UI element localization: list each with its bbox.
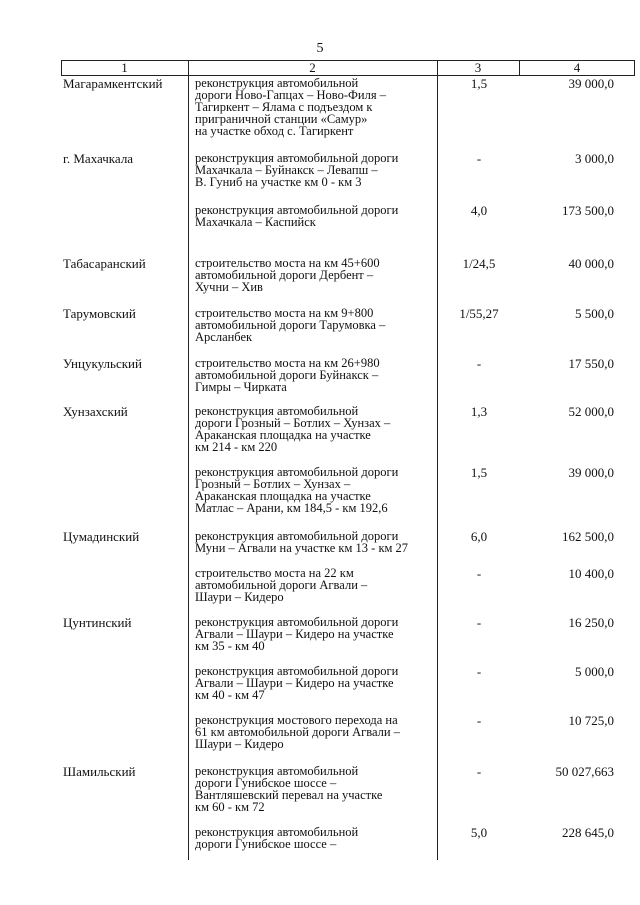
description-cell: реконструкция автомобильной дороги Махачкала – Каспийск bbox=[195, 203, 399, 229]
description-cell: реконструкция автомобильной дороги Муни – Агвали на участке км 13 - км 27 bbox=[195, 529, 409, 555]
table-header bbox=[61, 60, 635, 76]
length-cell: 1,3 bbox=[470, 404, 488, 419]
description-cell: реконструкция автомобильной дороги Агвали – Шаури – Кидеро на участке км 40 - км 47 bbox=[195, 664, 399, 702]
description-cell: строительство моста на км 45+600 автомобильной дороги Дербент – Хучни – Хив bbox=[195, 256, 380, 294]
length-cell: 4,0 bbox=[470, 203, 488, 218]
cost-cell: 228 645,0 bbox=[562, 825, 614, 840]
cost-cell: 5 000,0 bbox=[575, 664, 614, 679]
column-header-3: 3 bbox=[474, 60, 482, 75]
length-cell: - bbox=[476, 566, 482, 581]
district-cell: Цунтинский bbox=[63, 615, 132, 630]
length-cell: - bbox=[476, 664, 482, 679]
length-cell: 5,0 bbox=[470, 825, 488, 840]
district-cell: Магарамкентский bbox=[63, 76, 163, 91]
length-cell: 1/24,5 bbox=[462, 256, 496, 271]
cost-cell: 3 000,0 bbox=[575, 151, 614, 166]
column-divider bbox=[61, 60, 62, 76]
column-header-1: 1 bbox=[121, 60, 128, 75]
column-divider bbox=[437, 60, 438, 860]
description-cell: реконструкция мостового перехода на 61 км автомобильной дороги Агвали – Шаури – Кидеро bbox=[195, 713, 400, 751]
length-cell: - bbox=[476, 151, 482, 166]
district-cell: Унцукульский bbox=[63, 356, 142, 371]
column-header-4: 4 bbox=[573, 60, 581, 75]
description-cell: реконструкция автомобильной дороги Гунибское шоссе – Вантляшевский перевал на участке км 60 - км 72 bbox=[195, 764, 383, 814]
district-cell: Тарумовский bbox=[63, 306, 136, 321]
description-cell: строительство моста на 22 км автомобильной дороги Агвали – Шаури – Кидеро bbox=[195, 566, 368, 604]
cost-cell: 52 000,0 bbox=[568, 404, 614, 419]
column-header-2: 2 bbox=[309, 60, 316, 75]
district-cell: г. Махачкала bbox=[63, 151, 134, 166]
cost-cell: 50 027,663 bbox=[555, 764, 614, 779]
length-cell: 1,5 bbox=[470, 76, 488, 91]
cost-cell: 39 000,0 bbox=[568, 76, 614, 91]
description-cell: реконструкция автомобильной дороги Грозный – Ботлих – Хунзах – Араканская площадка на участке Матлас – Арани, км 184,5 - км 192,6 bbox=[195, 465, 399, 515]
cost-cell: 39 000,0 bbox=[568, 465, 614, 480]
cost-cell: 40 000,0 bbox=[568, 256, 614, 271]
description-cell: реконструкция автомобильной дороги Ново-Гапцах – Ново-Филя – Тагиркент – Ялама с подъездом к приграничной станции «Самур» на участке обход с. Тагиркент bbox=[195, 76, 386, 138]
description-cell: реконструкция автомобильной дороги Агвали – Шаури – Кидеро на участке км 35 - км 40 bbox=[195, 615, 399, 653]
description-cell: реконструкция автомобильной дороги Гунибское шоссе – bbox=[195, 825, 359, 851]
cost-cell: 10 400,0 bbox=[568, 566, 614, 581]
length-cell: 1/55,27 bbox=[459, 306, 499, 321]
description-cell: реконструкция автомобильной дороги Махачкала – Буйнакск – Левапш – В. Гуниб на участке км 0 - км 3 bbox=[195, 151, 399, 189]
district-cell: Шамильский bbox=[63, 764, 136, 779]
column-divider bbox=[519, 60, 520, 76]
length-cell: 1,5 bbox=[470, 465, 488, 480]
cost-cell: 162 500,0 bbox=[562, 529, 614, 544]
length-cell: - bbox=[476, 615, 482, 630]
length-cell: - bbox=[476, 713, 482, 728]
cost-cell: 16 250,0 bbox=[568, 615, 614, 630]
district-cell: Хунзахский bbox=[63, 404, 128, 419]
district-cell: Табасаранский bbox=[63, 256, 146, 271]
cost-cell: 173 500,0 bbox=[562, 203, 614, 218]
length-cell: - bbox=[476, 356, 482, 371]
page-number: 5 bbox=[316, 41, 324, 56]
description-cell: строительство моста на км 9+800 автомобильной дороги Тарумовка – Арсланбек bbox=[195, 306, 386, 344]
cost-cell: 17 550,0 bbox=[568, 356, 614, 371]
length-cell: 6,0 bbox=[470, 529, 488, 544]
cost-cell: 5 500,0 bbox=[575, 306, 614, 321]
column-divider bbox=[188, 60, 189, 860]
district-cell: Цумадинский bbox=[63, 529, 140, 544]
description-cell: строительство моста на км 26+980 автомобильной дороги Буйнакск – Гимры – Чирката bbox=[195, 356, 380, 394]
cost-cell: 10 725,0 bbox=[568, 713, 614, 728]
column-divider bbox=[634, 60, 635, 76]
length-cell: - bbox=[476, 764, 482, 779]
description-cell: реконструкция автомобильной дороги Грозный – Ботлих – Хунзах – Араканская площадка на участке км 214 - км 220 bbox=[195, 404, 391, 454]
